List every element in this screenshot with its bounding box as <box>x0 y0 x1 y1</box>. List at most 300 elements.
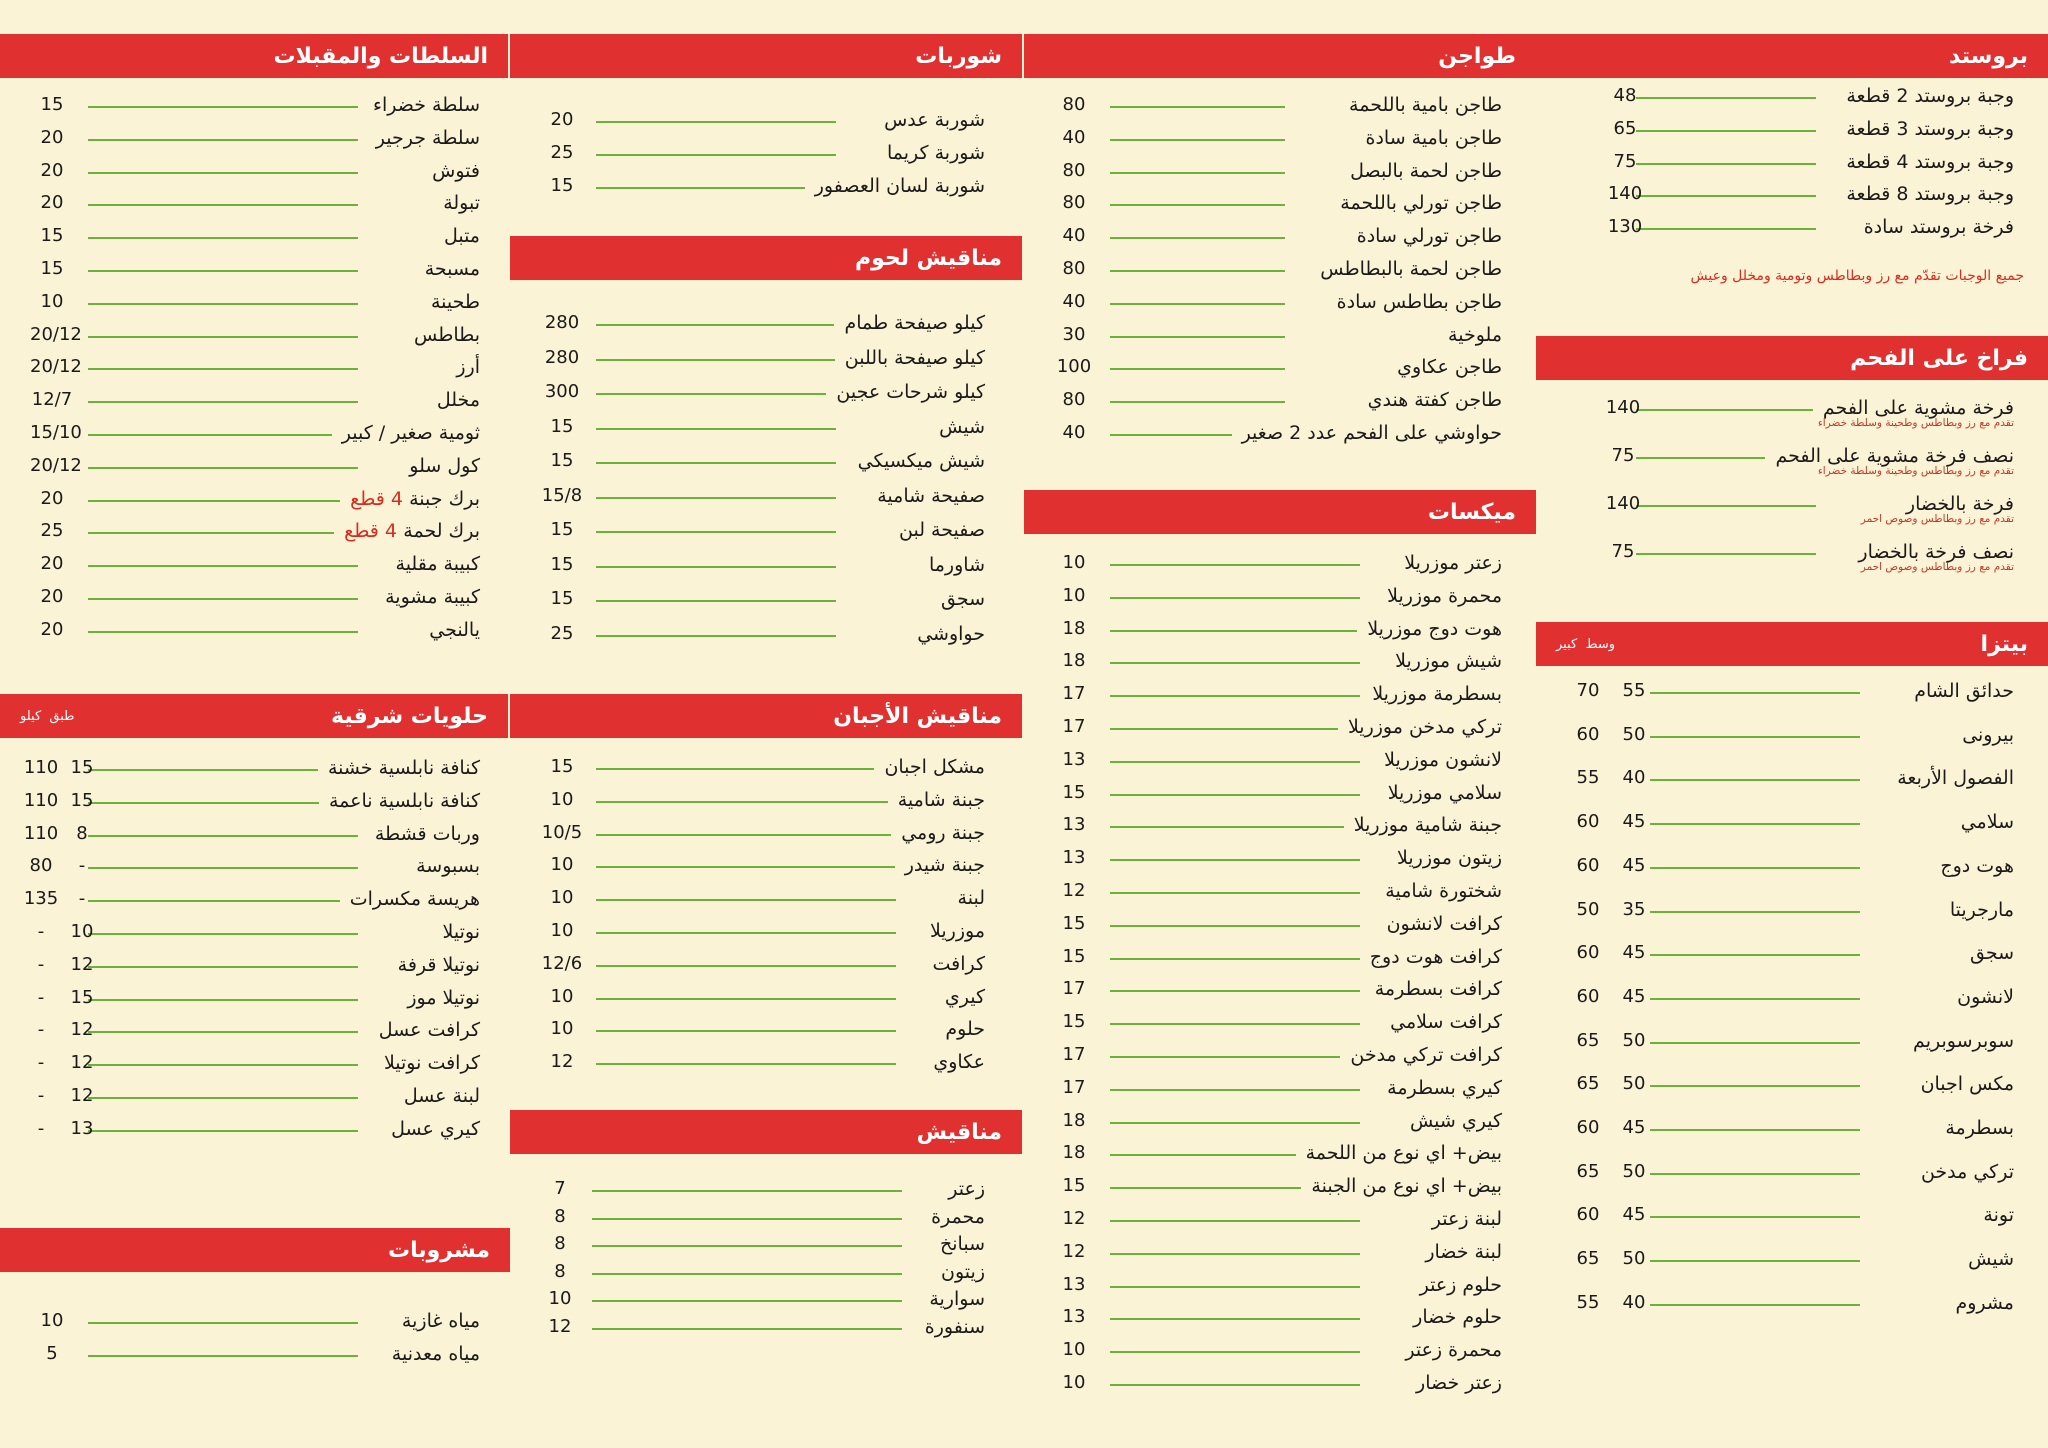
item-name: تركي مدخن موزريلا <box>1347 716 1502 738</box>
pizza-columns <box>1556 637 1615 652</box>
leader-line <box>1110 925 1360 927</box>
item-price: 20 <box>40 553 64 575</box>
broasted-header <box>1536 34 2048 78</box>
item-kilo: 110 <box>23 789 59 811</box>
item-name: مسبحة <box>424 258 480 280</box>
leader-line <box>596 154 836 156</box>
item-price: 15 <box>550 175 574 196</box>
menu-item <box>1536 83 2014 113</box>
menu-item <box>510 1204 985 1234</box>
item-price: 10 <box>40 290 64 312</box>
item-name: هريسة مكسرات <box>349 888 480 911</box>
item-name: مياه معدنية <box>391 1343 480 1365</box>
item-price: 15 <box>40 258 64 279</box>
item-price: 15 <box>1062 1175 1086 1197</box>
item-price: 17 <box>1062 978 1086 1000</box>
menu-item <box>0 985 480 1015</box>
item-name: مكس اجبان <box>1920 1073 2014 1096</box>
menu-item <box>1536 1290 2014 1320</box>
item-name: ثومية صغير / كبير <box>341 422 480 444</box>
grill-header <box>1536 336 2048 380</box>
leader-line <box>596 899 896 901</box>
menu-item <box>0 420 480 450</box>
item-name: كرافت عسل <box>378 1019 480 1042</box>
soups-header <box>510 34 1022 78</box>
leader-line <box>1110 1384 1360 1386</box>
item-price: 20 <box>40 126 64 148</box>
item-medium: 40 <box>1622 767 1646 789</box>
item-name: لبنة عسل <box>403 1085 480 1107</box>
item-price: 25 <box>550 142 574 163</box>
menu-item <box>0 518 480 548</box>
menu-item <box>0 92 480 122</box>
item-name: حلوم خضار <box>1413 1306 1502 1329</box>
menu-item <box>0 788 480 818</box>
item-name: صفيحة شامية <box>877 484 985 507</box>
menu-item <box>1024 92 1502 122</box>
item-name: طاجن لحمة بالبصل <box>1350 159 1502 182</box>
item-name: زيتون موزريلا <box>1397 847 1502 870</box>
leader-line <box>596 393 826 395</box>
leader-line <box>1650 1260 1860 1262</box>
item-name: شيش موزريلا <box>1395 650 1502 673</box>
item-kilo: - <box>37 1019 45 1041</box>
item-name: طاجن بامية باللحمة <box>1349 94 1502 116</box>
menu-item <box>510 414 985 444</box>
menu-item <box>510 754 985 784</box>
leader-line <box>1110 859 1360 861</box>
item-medium: 50 <box>1622 723 1646 745</box>
leader-line <box>1110 1351 1360 1353</box>
menu-item <box>1536 940 2014 970</box>
menu-item <box>1024 714 1502 744</box>
item-name: كول سلو <box>409 454 480 477</box>
menu-item <box>1024 1042 1502 1072</box>
leader-line <box>88 336 358 338</box>
menu-item <box>1024 289 1502 319</box>
cheese-manakish-title: مناقيش الأجبان <box>833 703 1002 729</box>
item-name: شاورما <box>928 553 985 576</box>
menu-item <box>1024 420 1502 450</box>
item-price: 10 <box>550 788 574 810</box>
menu-item <box>1536 491 2014 525</box>
leader-line <box>1650 692 1860 694</box>
item-price: 20/12 <box>30 356 82 378</box>
item-price: 13 <box>1062 1306 1086 1328</box>
item-medium: 50 <box>1622 1248 1646 1270</box>
leader-line <box>1110 1318 1360 1320</box>
menu-item <box>1024 1140 1502 1170</box>
item-subnote: تقدم مع رز وبطاطس وصوص احمر <box>1860 561 2014 573</box>
item-kilo: - <box>37 921 45 942</box>
menu-item <box>1024 1009 1502 1039</box>
menu-item <box>510 621 985 651</box>
menu-item <box>1024 1108 1502 1138</box>
leader-line <box>88 900 340 902</box>
item-name: كرافت تركي مدخن <box>1350 1044 1502 1066</box>
item-name: زعتر <box>948 1178 985 1200</box>
item-name: لبنة <box>957 887 985 910</box>
leader-line <box>1650 1085 1860 1087</box>
item-name: شيش ميكسيكي <box>857 450 985 472</box>
leader-line <box>88 434 332 436</box>
menu-item <box>1024 976 1502 1006</box>
leader-line <box>1110 1187 1301 1189</box>
item-name: جبنة شامية <box>897 788 985 811</box>
item-price: 10 <box>1062 1339 1086 1361</box>
menu-item <box>510 448 985 478</box>
item-name: نصف فرخة مشوية على الفحم <box>1775 445 2014 467</box>
leader-line <box>1110 1122 1360 1124</box>
item-price: 20 <box>40 159 64 181</box>
item-name: كنافة نابلسية ناعمة <box>328 789 480 812</box>
leader-line <box>596 1063 896 1065</box>
menu-item <box>1024 1239 1502 1269</box>
menu-item <box>1536 1071 2014 1101</box>
item-plate: 15 <box>70 757 94 778</box>
leader-line <box>1650 1216 1860 1218</box>
item-price: 12 <box>1062 1240 1086 1262</box>
menu-item <box>510 1049 985 1079</box>
leader-line <box>1110 1056 1340 1058</box>
leader-line <box>88 835 358 837</box>
item-name: كنافة نابلسية خشنة <box>327 757 480 779</box>
item-large: 50 <box>1576 898 1600 920</box>
menu-item <box>1024 583 1502 613</box>
pizza-header <box>1536 622 2048 666</box>
item-price: 15 <box>40 94 64 115</box>
manakish-header <box>510 1110 1022 1154</box>
item-name: لبنة زعتر <box>1431 1208 1502 1230</box>
item-price: 40 <box>1062 422 1086 443</box>
item-price: 10 <box>550 854 574 876</box>
sweets-title: حلويات شرقية <box>331 703 488 729</box>
leader-line <box>596 1030 896 1032</box>
menu-item <box>1024 747 1502 777</box>
item-name: يالنجي <box>429 618 480 641</box>
item-price: 280 <box>544 312 580 333</box>
menu-item <box>1536 678 2014 708</box>
menu-item <box>1024 1075 1502 1105</box>
leader-line <box>1110 1089 1360 1091</box>
leader-line <box>596 600 836 602</box>
item-price: 20/12 <box>30 454 82 476</box>
sweets-col-kilo: كيلو <box>20 708 42 724</box>
item-price: 17 <box>1062 683 1086 705</box>
item-name: بسبوسة <box>416 855 480 878</box>
leader-line <box>596 834 891 836</box>
item-name: كرافت لانشون <box>1386 912 1502 935</box>
item-large: 65 <box>1576 1029 1600 1051</box>
leader-line <box>88 237 358 239</box>
menu-item <box>0 551 480 581</box>
item-name: طاجن تورلي سادة <box>1356 225 1502 248</box>
item-medium: 45 <box>1622 1117 1646 1138</box>
item-price: 20 <box>40 192 64 214</box>
item-price: 5 <box>46 1343 58 1364</box>
item-price: 12 <box>548 1315 572 1337</box>
menu-item <box>510 345 985 375</box>
item-kilo: - <box>37 986 45 1008</box>
menu-item <box>0 853 480 883</box>
menu-item <box>1024 944 1502 974</box>
broasted-note: جميع الوجبات تقدّم مع رز وبطاطس وتومية ومخلل وعيش <box>1690 268 2024 284</box>
item-name: طحينة <box>430 290 480 313</box>
item-name: مارجريتا <box>1949 898 2014 921</box>
item-name: سجق <box>940 588 985 610</box>
menu-item <box>1536 116 2014 146</box>
item-price: 13 <box>1062 748 1086 770</box>
item-price: 10 <box>550 887 574 909</box>
leader-line <box>88 1097 358 1099</box>
leader-line <box>1636 163 1816 165</box>
menu-item <box>1024 223 1502 253</box>
item-name: نوتيلا موز <box>407 986 480 1009</box>
leader-line <box>1110 826 1344 828</box>
broasted-title: بروستد <box>1949 43 2028 69</box>
grill-title: فراخ على الفحم <box>1850 345 2028 371</box>
leader-line <box>1110 695 1360 697</box>
item-medium: 45 <box>1622 1204 1646 1226</box>
item-price: 15/10 <box>30 422 82 443</box>
item-plate: - <box>78 888 86 910</box>
leader-line <box>1110 237 1285 239</box>
item-name: جبنة شامية موزريلا <box>1353 814 1502 837</box>
item-name: بسطرمة موزريلا <box>1372 683 1502 706</box>
leader-line <box>88 1355 358 1357</box>
item-kilo: 80 <box>29 855 53 877</box>
item-name: بيض+ اي نوع من اللحمة <box>1305 1142 1502 1165</box>
menu-item <box>1024 845 1502 875</box>
item-name: وجبة بروستد 4 قطعة <box>1846 150 2014 173</box>
pizza-col-medium: وسط <box>1585 636 1615 652</box>
item-kilo: 110 <box>23 757 59 778</box>
meat-manakish-header <box>510 236 1022 280</box>
item-kilo: - <box>37 1085 45 1106</box>
item-price: 75 <box>1611 541 1635 562</box>
item-name: موزريلا <box>930 920 985 942</box>
item-price: 15/8 <box>541 484 583 506</box>
leader-line <box>88 966 358 968</box>
leader-line <box>596 121 836 123</box>
item-price: 12 <box>1062 1208 1086 1229</box>
leader-line <box>592 1218 902 1220</box>
leader-line <box>1110 597 1360 599</box>
menu-item <box>1024 911 1502 941</box>
item-name: محمرة زعتر <box>1405 1339 1502 1362</box>
pizza-title: بيتزا <box>1980 631 2028 657</box>
item-name: سبانخ <box>940 1233 985 1255</box>
leader-line <box>1650 736 1860 738</box>
item-price: 300 <box>544 381 580 402</box>
item-price: 10 <box>550 1018 574 1040</box>
item-name: جبنة شيدر <box>904 854 985 877</box>
item-price: 15 <box>550 519 574 540</box>
leader-line <box>596 965 896 967</box>
item-medium: 35 <box>1622 898 1646 920</box>
menu-item <box>1536 1246 2014 1276</box>
leader-line <box>596 359 835 361</box>
item-name: كيري <box>944 985 985 1008</box>
leader-line <box>596 566 836 568</box>
item-name: كيلو شرحات عجين <box>836 381 985 403</box>
leader-line <box>1110 1286 1360 1288</box>
item-name: نوتيلا <box>442 921 480 943</box>
item-name: نصف فرخة بالخضار <box>1858 541 2014 563</box>
item-name: فتوش <box>432 159 480 182</box>
soups-title: شوربات <box>915 43 1002 69</box>
menu-item <box>0 387 480 417</box>
item-price: 15 <box>1062 1011 1086 1033</box>
menu-item <box>1024 681 1502 711</box>
item-name: سلطة خضراء <box>373 94 480 116</box>
item-plate: 12 <box>70 953 94 975</box>
menu-item <box>0 190 480 220</box>
item-name: ملوخية <box>1448 323 1502 346</box>
item-name: زعتر موزريلا <box>1404 552 1502 574</box>
item-large: 70 <box>1576 680 1600 701</box>
leader-line <box>1110 761 1360 763</box>
leader-line <box>88 1322 358 1324</box>
menu-item <box>0 1083 480 1113</box>
leader-line <box>1110 1154 1296 1156</box>
item-price: 40 <box>1062 126 1086 148</box>
item-name: كيري شيش <box>1409 1109 1502 1132</box>
menu-item <box>1024 616 1502 646</box>
item-kilo: 110 <box>23 822 59 844</box>
menu-item <box>510 552 985 582</box>
leader-line <box>88 1130 358 1132</box>
item-price: 75 <box>1611 445 1635 466</box>
leader-line <box>88 999 358 1001</box>
item-name: كرافت <box>932 952 985 975</box>
leader-line <box>88 139 358 141</box>
leader-line <box>596 998 896 1000</box>
leader-line <box>1636 97 1816 99</box>
item-name: كرافت بسطرمة <box>1374 978 1502 1001</box>
menu-item <box>0 289 480 319</box>
item-note: 4 قطع <box>350 487 403 510</box>
leader-line <box>596 531 836 533</box>
item-name: عكاوي <box>933 1051 985 1074</box>
item-name: حدائق الشام <box>1914 680 2014 702</box>
salads-header <box>0 34 508 78</box>
item-large: 65 <box>1576 1160 1600 1182</box>
leader-line <box>1110 270 1285 272</box>
item-price: 15 <box>550 450 574 471</box>
item-price: 75 <box>1613 150 1637 172</box>
leader-line <box>1110 139 1285 141</box>
panel-broasted-grill-pizza <box>1536 0 2048 1448</box>
menu-item <box>510 517 985 547</box>
item-name: هوت دوج <box>1940 854 2014 877</box>
leader-line <box>88 106 358 108</box>
leader-line <box>1636 457 1765 459</box>
item-price: 12/6 <box>541 952 583 974</box>
item-name: شوربة كريما <box>886 142 985 164</box>
item-price: 280 <box>544 346 580 368</box>
item-price: 40 <box>1062 225 1086 247</box>
menu-item <box>510 885 985 915</box>
item-price: 65 <box>1613 117 1637 139</box>
item-name: مشروم <box>1955 1291 2014 1314</box>
menu-item <box>510 310 985 340</box>
sweets-header <box>0 694 508 738</box>
menu-item <box>0 1116 480 1146</box>
item-name: فرخة بروستد سادة <box>1863 216 2014 239</box>
menu-item <box>510 1231 985 1261</box>
item-price: 15 <box>1062 945 1086 967</box>
menu-item <box>510 1259 985 1289</box>
item-plate: 15 <box>70 789 94 811</box>
leader-line <box>88 172 358 174</box>
item-name: لانشون <box>1957 985 2014 1008</box>
leader-line <box>1110 336 1285 338</box>
menu-item <box>510 107 985 137</box>
item-price: 17 <box>1062 1076 1086 1098</box>
leader-line <box>592 1328 902 1330</box>
menu-item <box>1536 1159 2014 1189</box>
leader-line <box>1110 401 1285 403</box>
item-name: متبل <box>443 225 480 248</box>
menu-item <box>1024 158 1502 188</box>
sweets-columns <box>20 709 75 724</box>
menu-item <box>1536 214 2014 244</box>
leader-line <box>1110 892 1360 894</box>
pizza-col-large: كبير <box>1556 636 1578 652</box>
leader-line <box>592 1190 902 1192</box>
leader-line <box>596 768 874 770</box>
item-name: كبيبة مقلية <box>395 553 480 576</box>
item-price: 130 <box>1607 216 1643 238</box>
item-name: مشكل اجبان <box>884 756 985 778</box>
menu-item <box>1024 125 1502 155</box>
mixes-title: ميكسات <box>1427 499 1516 525</box>
menu-item <box>1024 322 1502 352</box>
menu-item <box>510 1016 985 1046</box>
item-price: 140 <box>1605 397 1641 418</box>
menu-item <box>510 586 985 616</box>
item-plate: 13 <box>70 1117 94 1139</box>
item-large: 55 <box>1576 1291 1600 1313</box>
menu-item <box>0 1050 480 1080</box>
menu-item <box>510 483 985 513</box>
leader-line <box>1650 779 1860 781</box>
item-subnote: تقدم مع رز وبطاطس وطحينة وسلطة خضراء <box>1817 417 2014 429</box>
item-medium: 45 <box>1622 942 1646 964</box>
item-medium: 50 <box>1622 1029 1646 1051</box>
leader-line <box>1110 958 1360 960</box>
menu-item <box>1024 387 1502 417</box>
item-name: طاجن بامية سادة <box>1365 126 1502 149</box>
item-kilo: - <box>37 1052 45 1074</box>
leader-line <box>1650 823 1860 825</box>
item-name: وجبة بروستد 2 قطعة <box>1846 85 2014 107</box>
item-name: سوارية <box>929 1288 985 1310</box>
menu-item <box>0 158 480 188</box>
item-plate: 8 <box>76 822 88 844</box>
item-name: نوتيلا قرفة <box>397 953 480 976</box>
item-price: 30 <box>1062 323 1086 345</box>
item-price: 8 <box>554 1205 566 1227</box>
leader-line <box>1636 553 1816 555</box>
item-name: سلطة جرجير <box>375 126 480 149</box>
menu-item <box>1024 1206 1502 1236</box>
leader-line <box>596 187 805 189</box>
item-name: بطاطس <box>413 323 480 346</box>
item-name: محمرة موزريلا <box>1387 584 1502 607</box>
item-price: 20/12 <box>30 323 82 345</box>
